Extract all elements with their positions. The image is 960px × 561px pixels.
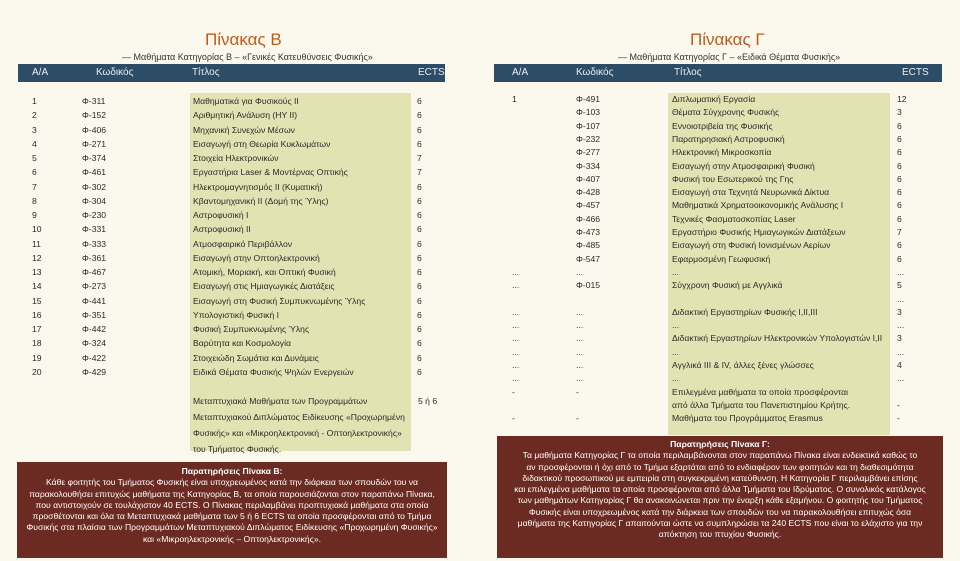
table-row bbox=[18, 324, 448, 335]
notes-line: απόκτηση του πτυχίου Φυσικής. bbox=[658, 529, 782, 540]
notes-title: Παρατηρήσεις Πίνακα Β: bbox=[181, 466, 283, 476]
course-title: Εφαρμοσμένη Γεωφυσική bbox=[672, 253, 771, 264]
course-ects: 6 bbox=[897, 200, 902, 211]
course-ects: 5 bbox=[897, 280, 902, 291]
course-code: Φ-277 bbox=[576, 147, 601, 158]
course-title: Εργαστήρια Laser & Μοντέρνας Οπτικής bbox=[193, 167, 348, 178]
table-row bbox=[494, 280, 942, 291]
table-row bbox=[494, 94, 942, 105]
row-number: ... bbox=[512, 346, 520, 357]
header-code: Κωδικός bbox=[576, 67, 614, 78]
course-title: Θέματα Σύγχρονης Φυσικής bbox=[672, 107, 780, 118]
course-title: Εννοιοτριβεία της Φυσικής bbox=[672, 120, 773, 131]
table-row bbox=[494, 107, 942, 118]
course-title: ... bbox=[672, 346, 680, 357]
table-row bbox=[18, 253, 448, 264]
course-code: Φ-485 bbox=[576, 240, 601, 251]
course-code: Φ-407 bbox=[576, 173, 601, 184]
course-code: Φ-491 bbox=[576, 94, 601, 104]
course-ects: 6 bbox=[417, 295, 422, 306]
course-title: Εισαγωγή στη Θεωρία Κυκλωμάτων bbox=[193, 138, 331, 149]
course-code: - bbox=[576, 386, 579, 397]
table-row bbox=[494, 187, 942, 198]
table-row bbox=[18, 239, 448, 250]
header-title: Τίτλος bbox=[674, 67, 702, 78]
course-code: Φ-422 bbox=[82, 352, 107, 363]
table-row bbox=[494, 267, 942, 278]
table-row bbox=[18, 296, 448, 307]
course-ects: - bbox=[897, 399, 900, 410]
header-code: Κωδικός bbox=[96, 67, 134, 78]
course-ects: ... bbox=[897, 373, 905, 384]
course-ects: 7 bbox=[417, 167, 422, 178]
table-row bbox=[18, 224, 448, 235]
course-ects: 7 bbox=[897, 227, 902, 237]
course-title: Μαθηματικά για Φυσικούς ΙΙ bbox=[193, 96, 299, 106]
table-c-title: Πίνακας Γ bbox=[690, 30, 765, 49]
course-title: Ατμοσφαιρικό Περιβάλλον bbox=[193, 238, 293, 249]
row-number: 13 bbox=[32, 267, 42, 277]
notes-line: και «Μικροηλεκτρονικής – Οπτοηλεκτρονικής». bbox=[142, 533, 322, 544]
course-ects: 7 bbox=[417, 153, 422, 163]
postgrad-line: Φυσικής» και «Μικροηλεκτρονική - Οπτοηλεκτρονικής» bbox=[193, 428, 402, 438]
row-number: 5 bbox=[32, 153, 37, 163]
course-code: Φ-428 bbox=[576, 187, 601, 198]
table-row bbox=[18, 110, 448, 121]
table-row bbox=[494, 174, 942, 185]
notes-line: προσθέτονται και όλα τα Μεταπτυχιακά μαθήματα των 5 ή 6 ECTS τα οποία προσφέρονται από το Τμήμα bbox=[32, 511, 432, 522]
table-row bbox=[494, 240, 942, 251]
notes-title: Παρατηρήσεις Πίνακα Γ: bbox=[670, 439, 770, 449]
row-number: - bbox=[512, 386, 515, 397]
course-code: Φ-374 bbox=[82, 153, 107, 163]
header-aa: Α/Α bbox=[512, 67, 529, 78]
row-number: ... bbox=[512, 333, 520, 344]
header-aa: Α/Α bbox=[32, 67, 49, 78]
course-code: Φ-429 bbox=[82, 366, 107, 377]
table-row bbox=[494, 320, 942, 331]
course-title: Εισαγωγή στην Οπτοηλεκτρονική bbox=[193, 252, 320, 263]
row-number: ... bbox=[512, 306, 520, 317]
course-title: Ηλεκτρομαγνητισμός ΙΙ (Κυματική) bbox=[193, 181, 323, 192]
table-row bbox=[494, 347, 942, 358]
course-ects: ... bbox=[897, 266, 905, 277]
row-number: 15 bbox=[32, 295, 42, 306]
table-c-subtitle: — Μαθήματα Κατηγορίας Γ – «Ειδικά Θέματα Φυσικής» bbox=[618, 52, 841, 62]
course-code: Φ-441 bbox=[82, 295, 107, 306]
course-ects: 6 bbox=[897, 187, 902, 198]
course-ects: 6 bbox=[417, 338, 422, 349]
row-number: 1 bbox=[32, 96, 37, 106]
course-code: Φ-230 bbox=[82, 210, 107, 220]
course-title: Φυσική Συμπυκνωμένης Ύλης bbox=[193, 324, 310, 334]
table-row bbox=[494, 400, 942, 411]
course-title: Μαθηματικά Χρηματοοικονομικής Ανάλυσης Ι bbox=[672, 200, 844, 211]
row-number: 3 bbox=[32, 124, 37, 135]
course-ects: 6 bbox=[417, 324, 422, 334]
notes-line: των μαθημάτων Κατηγορίας Γ θα ανακοινώνεται πριν την έναρξη κάθε εξαμήνου. Ο φοιτητής του Τμήματος bbox=[517, 495, 923, 506]
course-code: Φ-334 bbox=[576, 160, 601, 171]
table-b-subtitle: — Μαθήματα Κατηγορίας Β – «Γενικές Κατευθύνσεις Φυσικής» bbox=[122, 52, 373, 62]
course-title: Αγγλικά ΙΙΙ & ΙV, άλλες ξένες γλώσσες bbox=[672, 360, 814, 370]
table-b-notes bbox=[17, 462, 447, 558]
row-number: 17 bbox=[32, 324, 42, 334]
table-c-header bbox=[494, 64, 942, 82]
notes-line: παρακολουθήσει επιτυχώς μαθήματα της Κατηγορίας Β, τα οποία παρουσιάζονται στον παραπάνω Πίνακα, bbox=[29, 488, 435, 499]
table-row bbox=[494, 121, 942, 132]
table-c-notes bbox=[497, 436, 943, 558]
course-code: Φ-331 bbox=[82, 224, 107, 235]
table-row bbox=[494, 294, 942, 305]
course-ects: ... bbox=[897, 320, 905, 331]
course-code: Φ-304 bbox=[82, 195, 107, 206]
postgrad-ects: 5 ή 6 bbox=[418, 396, 438, 406]
header-ects: ECTS bbox=[902, 67, 929, 78]
course-code: ... bbox=[576, 373, 584, 384]
course-ects: 6 bbox=[417, 96, 422, 106]
table-row bbox=[494, 134, 942, 145]
course-ects: 6 bbox=[417, 210, 422, 220]
course-code: Φ-351 bbox=[82, 309, 107, 320]
course-code: Φ-015 bbox=[576, 280, 601, 291]
course-ects: 3 bbox=[897, 333, 902, 344]
course-code: Φ-473 bbox=[576, 227, 601, 237]
course-ects: 6 bbox=[897, 173, 902, 184]
course-title: Στοιχειώδη Σωμάτια και Δυνάμεις bbox=[193, 352, 319, 363]
row-number: ... bbox=[512, 360, 520, 370]
table-row bbox=[494, 200, 942, 211]
course-ects: 6 bbox=[417, 238, 422, 249]
row-number: ... bbox=[512, 320, 520, 331]
row-number: 8 bbox=[32, 195, 37, 206]
course-code: Φ-466 bbox=[576, 213, 601, 224]
course-ects: 6 bbox=[417, 138, 422, 149]
course-title: Τεχνικές Φασματοσκοπίας Laser bbox=[672, 213, 796, 224]
course-title: Εισαγωγή στη Φυσική Ιονισμένων Αερίων bbox=[672, 240, 831, 251]
course-title: Εισαγωγή στα Τεχνητά Νευρωνικά Δίκτυα bbox=[672, 187, 830, 198]
course-ects: 3 bbox=[897, 107, 902, 118]
table-row bbox=[494, 227, 942, 238]
notes-line: αν προσφέρονται ή όχι από το Τμήμα εξαρτάται από το ενδιαφέρον των φοιτητών και τη διαθεσιμότητα bbox=[526, 461, 914, 472]
course-code: Φ-442 bbox=[82, 324, 107, 334]
table-row bbox=[18, 267, 448, 278]
row-number: 7 bbox=[32, 181, 37, 192]
course-title: Εργαστήριο Φυσικής Ημιαγωγικών Διατάξεων bbox=[672, 227, 846, 237]
table-row bbox=[18, 125, 448, 136]
postgrad-line: Μεταπτυχιακά Μαθήματα των Προγραμμάτων bbox=[193, 396, 368, 406]
course-title: Διδακτική Εργαστηρίων Ηλεκτρονικών Υπολογιστών Ι,ΙΙ bbox=[672, 333, 883, 344]
row-number: - bbox=[512, 413, 515, 424]
table-row bbox=[18, 196, 448, 207]
course-ects: 12 bbox=[897, 94, 907, 104]
row-number: 19 bbox=[32, 352, 42, 363]
course-ects: 6 bbox=[897, 240, 902, 251]
course-code: Φ-302 bbox=[82, 181, 107, 192]
table-row bbox=[18, 353, 448, 364]
table-row bbox=[494, 161, 942, 172]
course-title: Παρατηρησιακή Αστροφυσική bbox=[672, 133, 785, 144]
table-row bbox=[494, 387, 942, 398]
notes-line: Φυσικής είναι υποχρεωμένος κατά την διάρκεια των σπουδών του να παρακολουθήσει επιτυχώς όσα bbox=[528, 506, 912, 517]
course-code: ... bbox=[576, 306, 584, 317]
table-row bbox=[494, 373, 942, 384]
table-row bbox=[18, 153, 448, 164]
course-ects: 6 bbox=[897, 213, 902, 224]
course-title: Αστροφυσική ΙΙ bbox=[193, 224, 251, 235]
course-code: Φ-152 bbox=[82, 110, 107, 121]
table-row bbox=[494, 147, 942, 158]
notes-line: διδακτικού προσωπικού με εμπειρία στη συγκεκριμένη κατεύθυνση. Η Κατηγορία Γ περιλαμβάνει επίσης bbox=[522, 472, 918, 483]
row-number: 14 bbox=[32, 281, 42, 292]
table-row bbox=[18, 310, 448, 321]
course-title: Διδακτική Εργαστηρίων Φυσικής Ι,ΙΙ,ΙΙΙ bbox=[672, 306, 818, 317]
course-ects: 6 bbox=[417, 224, 422, 235]
course-ects: 6 bbox=[417, 195, 422, 206]
course-title: Σύγχρονη Φυσική με Αγγλικά bbox=[672, 280, 783, 291]
table-row bbox=[18, 281, 448, 292]
notes-line: που αντιστοιχούν σε τουλάχιστον 40 ECTS. Ο Πίνακας περιλαμβάνει προπτυχιακά μαθήματα στα οποία bbox=[35, 499, 429, 510]
course-title: Στοιχεία Ηλεκτρονικών bbox=[193, 153, 279, 163]
notes-line: Τα μαθήματα Κατηγορίας Γ τα οποία περιλαμβάνονται στον παραπάνω Πίνακα είναι ενδεικτικά καθώς το bbox=[522, 450, 918, 461]
course-code: ... bbox=[576, 333, 584, 344]
header-ects: ECTS bbox=[418, 67, 445, 78]
row-number: 6 bbox=[32, 167, 37, 178]
table-row bbox=[494, 214, 942, 225]
course-ects: - bbox=[897, 413, 900, 424]
course-ects: 6 bbox=[897, 120, 902, 131]
row-number: 20 bbox=[32, 366, 42, 377]
row-number: 11 bbox=[32, 238, 41, 249]
course-ects: 6 bbox=[417, 267, 422, 277]
course-ects: 6 bbox=[417, 110, 422, 121]
row-number: 12 bbox=[32, 252, 42, 263]
row-number: 16 bbox=[32, 309, 42, 320]
course-title: Διπλωματική Εργασία bbox=[672, 94, 756, 104]
course-ects: 6 bbox=[897, 133, 902, 144]
table-row bbox=[18, 139, 448, 150]
course-code: Φ-406 bbox=[82, 124, 107, 135]
table-row bbox=[18, 96, 448, 107]
course-title: Ατομική, Μοριακή, και Οπτική Φυσική bbox=[193, 267, 336, 277]
table-row bbox=[18, 182, 448, 193]
course-title: Βαρύτητα και Κοσμολογία bbox=[193, 338, 291, 349]
table-row bbox=[494, 360, 942, 371]
course-code: Φ-273 bbox=[82, 281, 107, 292]
course-ects: 6 bbox=[417, 309, 422, 320]
course-ects: 6 bbox=[417, 366, 422, 377]
course-code: Φ-103 bbox=[576, 107, 601, 118]
course-ects: 3 bbox=[897, 306, 902, 317]
row-number: 1 bbox=[512, 94, 517, 104]
course-title: ... bbox=[672, 320, 680, 331]
course-title: Υπολογιστική Φυσική Ι bbox=[193, 309, 280, 320]
course-title: Επιλεγμένα μαθήματα τα οποία προσφέρονται bbox=[672, 386, 849, 397]
course-ects: 6 bbox=[897, 253, 902, 264]
notes-line: Κάθε φοιτητής του Τμήματος Φυσικής είναι υποχρεωμένος κατά την διάρκεια των σπουδών του να bbox=[45, 477, 419, 488]
course-code: ... bbox=[576, 320, 584, 331]
row-number: 2 bbox=[32, 110, 37, 121]
course-ects: 6 bbox=[417, 281, 422, 292]
course-ects: ... bbox=[897, 293, 905, 304]
table-row bbox=[18, 167, 448, 178]
course-title: Εισαγωγή στις Ημιαγωγικές Διατάξεις bbox=[193, 281, 335, 292]
course-title: Αριθμητική Ανάλυση (ΗΥ ΙΙ) bbox=[193, 110, 298, 121]
course-ects: 6 bbox=[897, 160, 902, 171]
postgrad-line: Μεταπτυχιακού Διπλώματος Ειδίκευσης «Προχωρημένη bbox=[193, 412, 405, 422]
table-b-title: Πίνακας Β bbox=[205, 30, 282, 49]
course-code: Φ-361 bbox=[82, 252, 107, 263]
course-code: Φ-547 bbox=[576, 253, 601, 264]
course-code: Φ-107 bbox=[576, 120, 601, 131]
row-number: ... bbox=[512, 373, 520, 384]
course-code: Φ-457 bbox=[576, 200, 601, 211]
course-title: Κβαντομηχανική ΙΙ (Δομή της Ύλης) bbox=[193, 195, 329, 206]
course-ects: ... bbox=[897, 346, 905, 357]
notes-line: και επιλεγμένα μαθήματα τα οποία προσφέρονται από άλλα Τμήματα του Ιδρύματος. Ο συνολικός κατάλογος bbox=[514, 484, 926, 495]
course-title: Μηχανική Συνεχών Μέσων bbox=[193, 124, 295, 135]
course-code: Φ-333 bbox=[82, 238, 107, 249]
course-title: ... bbox=[672, 266, 680, 277]
course-title: Ηλεκτρονική Μικροσκοπία bbox=[672, 147, 772, 158]
course-title: Φυσική του Εσωτερικού της Γης bbox=[672, 173, 794, 184]
course-title: Αστροφυσική Ι bbox=[193, 210, 249, 220]
course-code: Φ-461 bbox=[82, 167, 107, 178]
course-code: Φ-324 bbox=[82, 338, 107, 349]
course-ects: 6 bbox=[897, 147, 902, 158]
table-row bbox=[494, 413, 942, 424]
course-code: ... bbox=[576, 346, 584, 357]
course-title: από άλλα Τμήματα του Πανεπιστημίου Κρήτης. bbox=[672, 399, 851, 410]
postgrad-line: του Τμήματος Φυσικής. bbox=[193, 444, 282, 454]
table-b-header bbox=[18, 64, 445, 82]
course-code: Φ-467 bbox=[82, 267, 107, 277]
table-row bbox=[18, 338, 448, 349]
course-title: Ειδικά Θέματα Φυσικής Ψηλών Ενεργειών bbox=[193, 366, 354, 377]
course-title: Εισαγωγή στην Ατμοσφαιρική Φυσική bbox=[672, 160, 815, 171]
course-ects: 6 bbox=[417, 352, 422, 363]
table-row bbox=[494, 254, 942, 265]
row-number: 4 bbox=[32, 138, 37, 149]
course-code: Φ-232 bbox=[576, 133, 601, 144]
course-title: Εισαγωγή στη Φυσική Συμπυκνωμένης Ύλης bbox=[193, 295, 366, 306]
course-code: - bbox=[576, 413, 579, 424]
row-number: 18 bbox=[32, 338, 42, 349]
row-number: 10 bbox=[32, 224, 42, 235]
course-ects: 6 bbox=[417, 181, 422, 192]
course-code: Φ-271 bbox=[82, 138, 107, 149]
course-ects: 6 bbox=[417, 124, 422, 135]
course-title: ... bbox=[672, 373, 680, 384]
course-code: ... bbox=[576, 266, 584, 277]
notes-line: Φυσικής στα πλαίσια των Προγραμμάτων Μεταπτυχιακού Διπλώματος Ειδίκευσης «Προχωρημένη Φυσικής» bbox=[26, 522, 438, 533]
row-number: ... bbox=[512, 280, 520, 291]
course-ects: 4 bbox=[897, 360, 902, 370]
course-code: Φ-311 bbox=[82, 96, 106, 106]
row-number: ... bbox=[512, 266, 520, 277]
row-number: 9 bbox=[32, 210, 37, 220]
header-title: Τίτλος bbox=[192, 67, 220, 78]
course-ects: 6 bbox=[417, 252, 422, 263]
course-code: ... bbox=[576, 360, 584, 370]
table-row bbox=[18, 210, 448, 221]
course-title: Μαθήματα του Προγράμματος Erasmus bbox=[672, 413, 823, 424]
notes-line: μαθήματα της Κατηγορίας Γ απαιτούνται ώστε να συμπληρώσει τα 240 ECTS που είναι το ελάχιστο για την bbox=[517, 518, 923, 529]
table-row bbox=[494, 307, 942, 318]
table-row bbox=[494, 333, 942, 344]
table-row bbox=[18, 367, 448, 378]
